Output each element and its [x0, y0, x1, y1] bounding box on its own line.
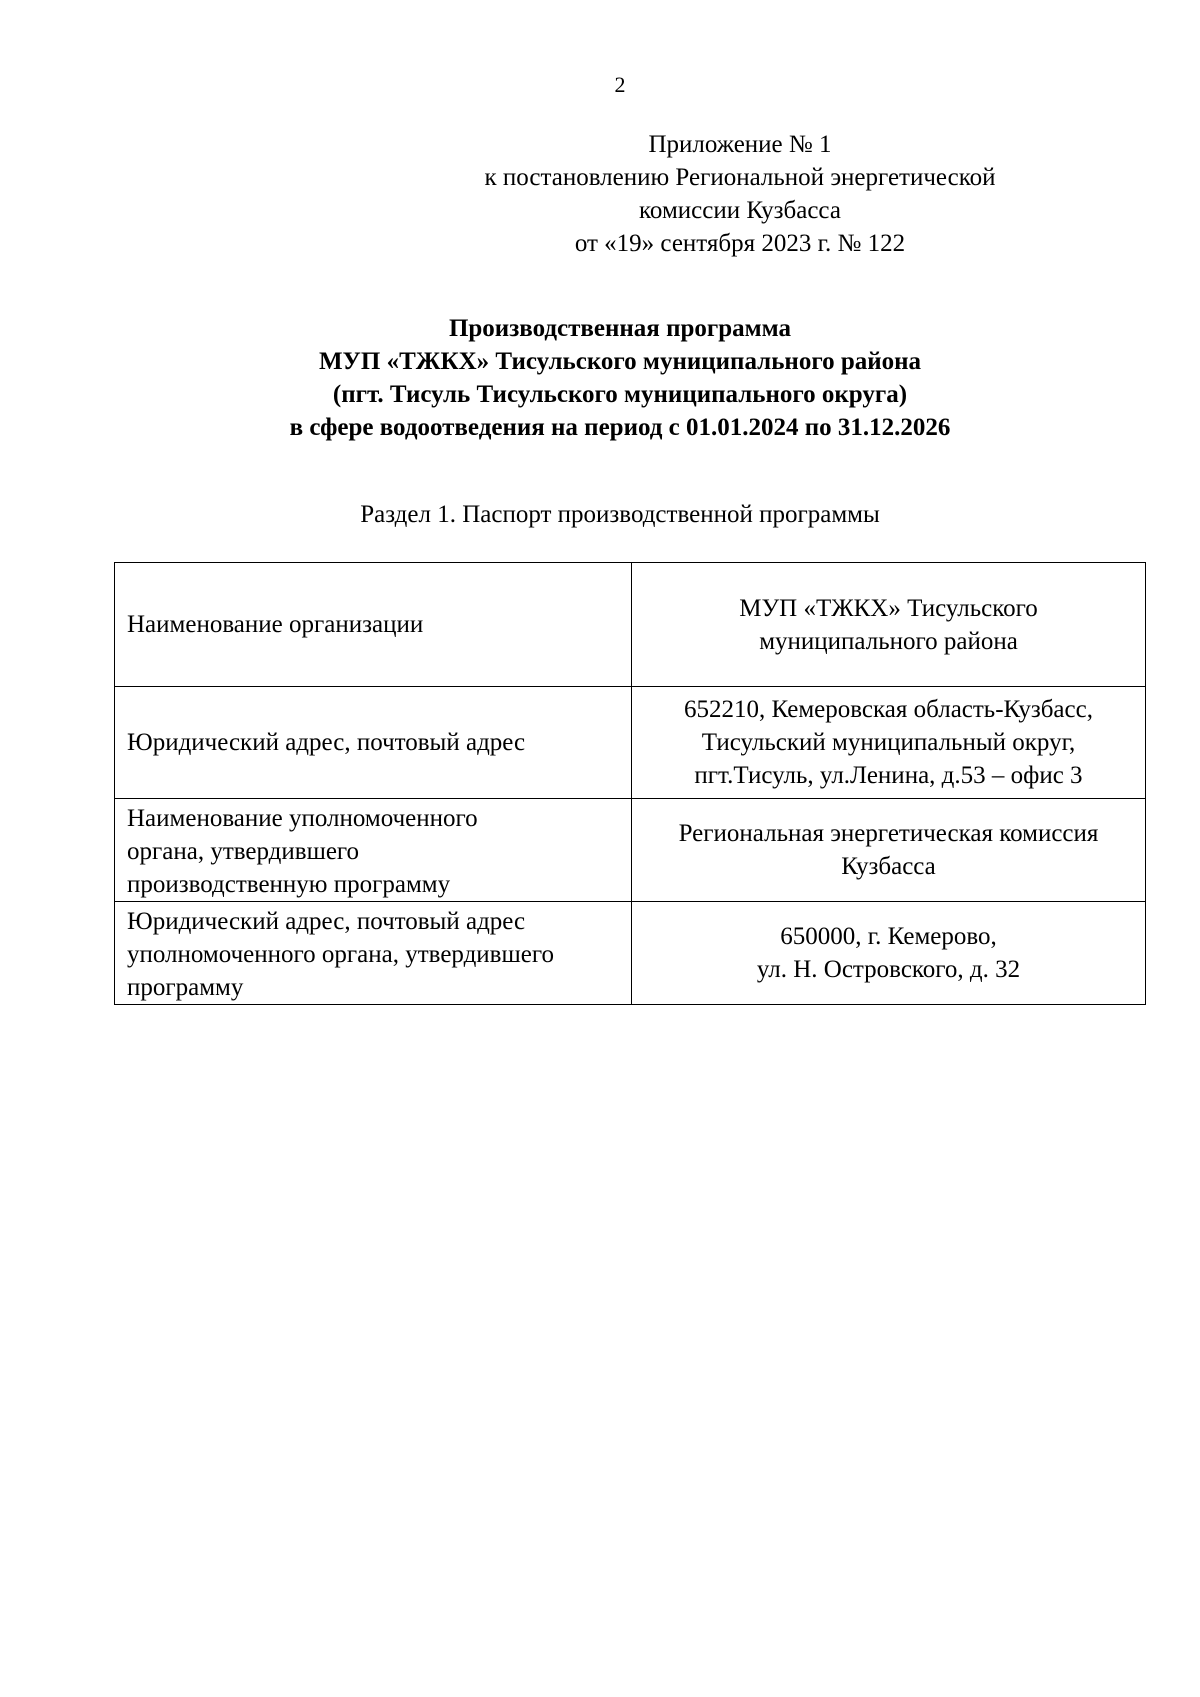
cell-line: 652210, Кемеровская область-Кузбасс, — [684, 696, 1093, 723]
cell-line: органа, утвердившего — [127, 838, 360, 865]
title-line: Производственная программа — [448, 315, 792, 342]
appendix-line: Приложение № 1 — [648, 131, 832, 158]
page-number: 2 — [614, 72, 626, 97]
cell-line: программу — [127, 974, 244, 1001]
cell-line: ул. Н. Островского, д. 32 — [756, 956, 1021, 983]
cell-line: производственную программу — [127, 871, 451, 898]
passport-table — [114, 562, 1146, 1005]
row-value-cell — [632, 799, 1146, 902]
table-row — [115, 799, 1146, 902]
table-row — [115, 687, 1146, 799]
cell-line: Наименование организации — [127, 611, 424, 638]
cell-line: Кузбасса — [841, 853, 936, 880]
title-line: МУП «ТЖКХ» Тисульского муниципального района — [318, 348, 922, 375]
cell-line: муниципального района — [759, 627, 1018, 655]
cell-line: Региональная энергетическая комиссия — [678, 820, 1099, 847]
section-heading: Раздел 1. Паспорт производственной программы — [360, 501, 880, 528]
cell-line: уполномоченного органа, утвердившего — [127, 941, 554, 968]
appendix-line: комиссии Кузбасса — [639, 197, 841, 224]
title-line: (пгт. Тисуль Тисульского муниципального округа) — [332, 381, 908, 408]
cell-line: Наименование уполномоченного — [127, 805, 478, 832]
cell-line: Юридический адрес, почтовый адрес — [127, 729, 526, 756]
row-label-cell — [115, 799, 632, 902]
table-row — [115, 563, 1146, 687]
cell-line: Тисульский муниципальный округ, — [701, 729, 1076, 756]
cell-line: Юридический адрес, почтовый адрес — [127, 908, 526, 935]
appendix-block — [460, 128, 1020, 260]
row-label-cell — [115, 563, 632, 687]
cell-line: 650000, г. Кемерово, — [780, 923, 997, 950]
row-label-cell — [115, 687, 632, 799]
cell-line: МУП «ТЖКХ» Тисульского — [739, 594, 1038, 622]
appendix-line: к постановлению Региональной энергетической — [484, 164, 996, 191]
cell-line: пгт.Тисуль, ул.Ленина, д.53 – офис 3 — [694, 762, 1083, 789]
row-value-cell — [632, 563, 1146, 687]
row-label-cell — [115, 902, 632, 1005]
table-row — [115, 902, 1146, 1005]
document-title — [100, 312, 1140, 444]
row-value-cell — [632, 687, 1146, 799]
appendix-line: от «19» сентября 2023 г. № 122 — [574, 230, 906, 257]
row-value-cell — [632, 902, 1146, 1005]
title-line: в сфере водоотведения на период с 01.01.2024 по 31.12.2026 — [289, 414, 951, 441]
